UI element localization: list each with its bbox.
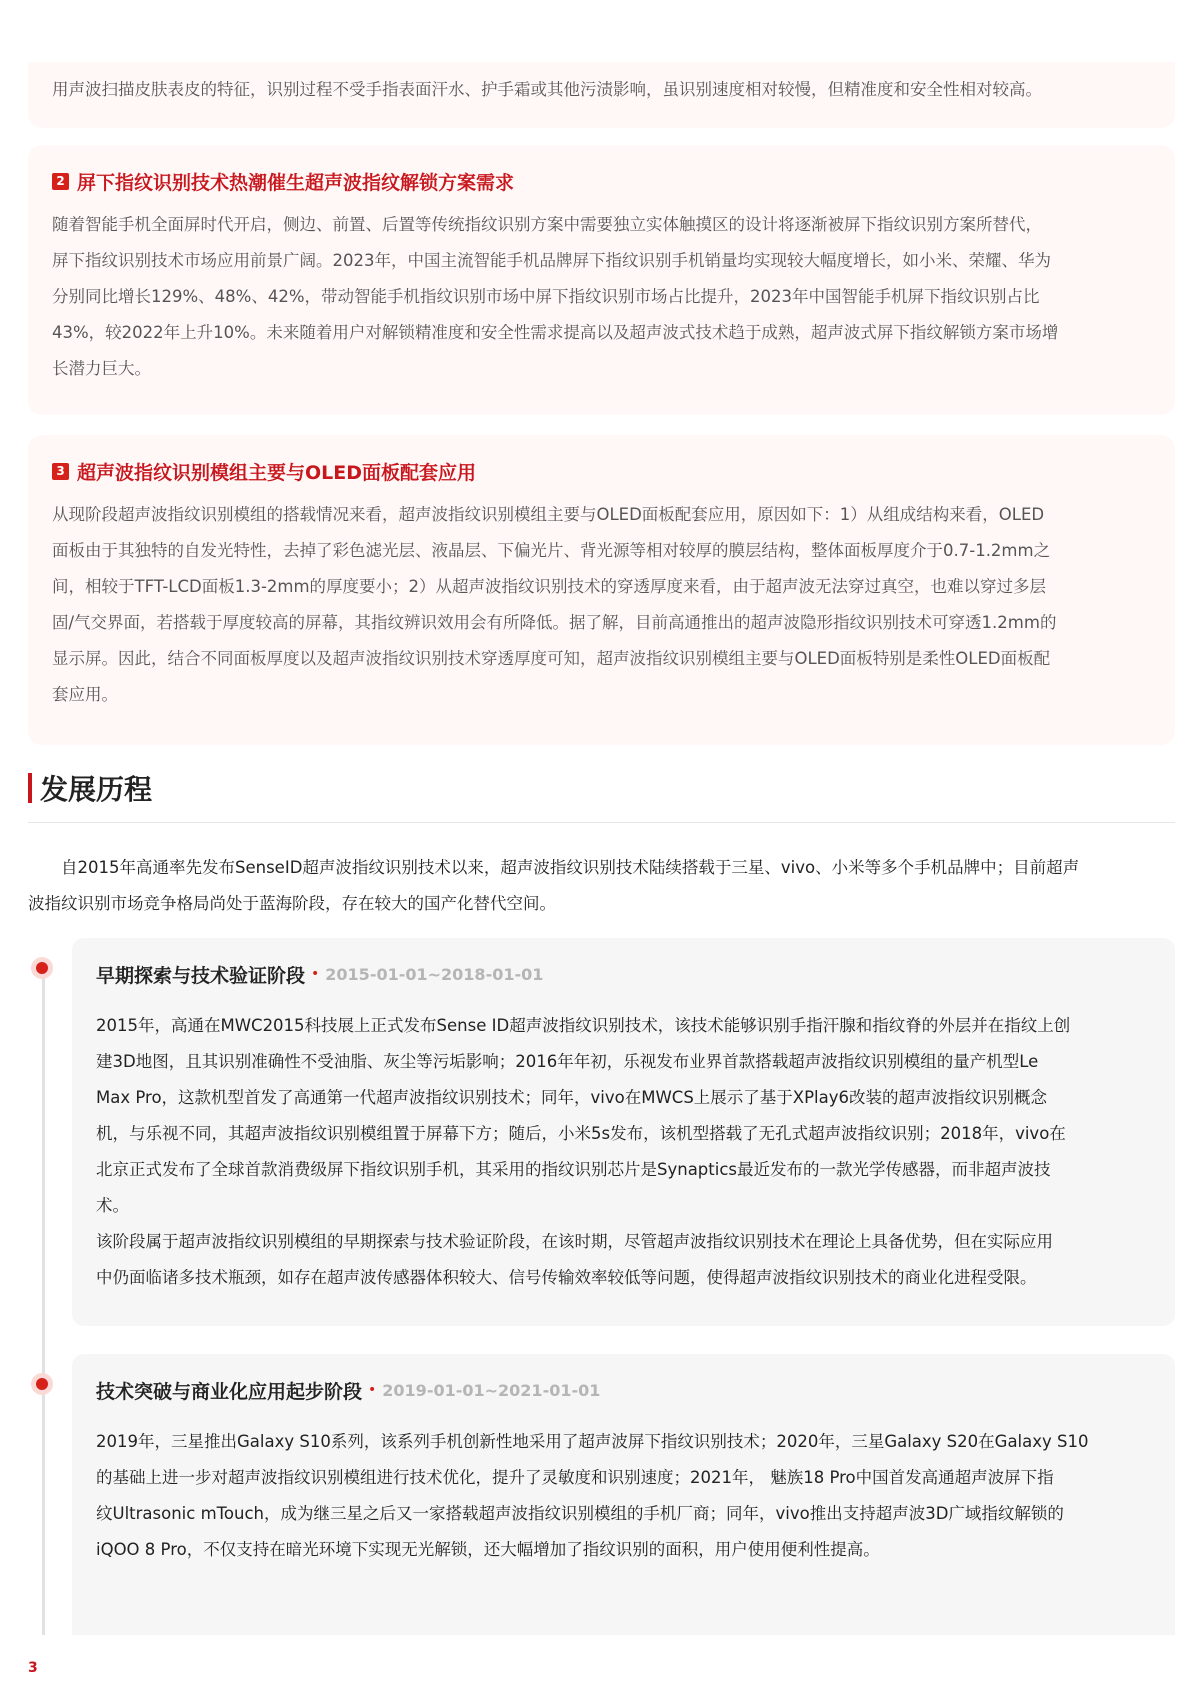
section-divider — [28, 822, 1175, 823]
stage-1-line: 机，与乐视不同，其超声波指纹识别模组置于屏幕下方；随后，小米5s发布，该机型搭载了无孔式超声波指纹识别；2018年，vivo在 — [96, 1124, 1066, 1143]
card-2-title: 屏下指纹识别技术热潮催生超声波指纹解锁方案需求 — [77, 171, 515, 194]
card-2-heading — [28, 163, 1175, 199]
stage-1-header — [72, 954, 1175, 994]
intro-line: 自2015年高通率先发布SenseID超声波指纹识别技术以来，超声波指纹识别技术陆续搭载于三星、vivo、小米等多个手机品牌中；目前超声 — [61, 858, 1080, 877]
stage-1-line: 中仍面临诸多技术瓶颈，如存在超声波传感器体积较大、信号传输效率较低等问题，使得超声波指纹识别技术的商业化进程受限。 — [96, 1268, 1037, 1287]
card-2-line: 分别同比增长129%、48%、42%，带动智能手机指纹识别市场中屏下指纹识别市场占比提升，2023年中国智能手机屏下指纹识别占比 — [52, 287, 1040, 306]
section-accent-bar — [28, 773, 32, 803]
card-top-text: 用声波扫描皮肤表皮的特征，识别过程不受手指表面汗水、护手霜或其他污渍影响，虽识别速度相对较慢，但精准度和安全性相对较高。 — [52, 80, 1042, 99]
stage-2-date: 2019-01-01~2021-01-01 — [382, 1380, 601, 1400]
card-2-line: 屏下指纹识别技术市场应用前景广阔。2023年，中国主流智能手机品牌屏下指纹识别手机销量均实现较大幅度增长，如小米、荣耀、华为 — [52, 251, 1051, 270]
timeline-stage-1 — [72, 938, 1175, 1326]
card-3-line: 固/气交界面，若搭载于厚度较高的屏幕，其指纹辨识效用会有所降低。据了解，目前高通推出的超声波隐形指纹识别技术可穿透1.2mm的 — [52, 613, 1057, 632]
section-intro — [28, 850, 1175, 922]
card-3-line: 显示屏。因此，结合不同面板厚度以及超声波指纹识别技术穿透厚度可知，超声波指纹识别模组主要与OLED面板特别是柔性OLED面板配 — [52, 649, 1051, 668]
stage-1-separator: • — [311, 966, 320, 982]
stage-2-line: iQOO 8 Pro，不仅支持在暗光环境下实现无光解锁，还大幅增加了指纹识别的面积，用户使用便利性提高。 — [96, 1540, 880, 1559]
card-3-title: 超声波指纹识别模组主要与OLED面板配套应用 — [77, 461, 477, 484]
intro-line: 波指纹识别市场竞争格局尚处于蓝海阶段，存在较大的国产化替代空间。 — [28, 894, 556, 913]
stage-1-line: 北京正式发布了全球首款消费级屏下指纹识别手机，其采用的指纹识别芯片是Synaptics最近发布的一款光学传感器，而非超声波技 — [96, 1160, 1051, 1179]
card-3-line: 套应用。 — [52, 685, 118, 704]
stage-1-line: 2015年，高通在MWC2015科技展上正式发布Sense ID超声波指纹识别技术，该技术能够识别手指汗腺和指纹脊的外层并在指纹上创 — [96, 1016, 1071, 1035]
card-2-line: 43%，较2022年上升10%。未来随着用户对解锁精准度和安全性需求提高以及超声波式技术趋于成熟，超声波式屏下指纹解锁方案市场增 — [52, 323, 1059, 342]
card-2-line: 长潜力巨大。 — [52, 359, 151, 378]
stage-1-line: 该阶段属于超声波指纹识别模组的早期探索与技术验证阶段，在该时期，尽管超声波指纹识别技术在理论上具备优势，但在实际应用 — [96, 1232, 1053, 1251]
number-badge-3: 3 — [52, 463, 69, 480]
stage-1-line: 术。 — [96, 1196, 129, 1215]
timeline-stage-2 — [72, 1354, 1175, 1635]
timeline-dot — [36, 1378, 48, 1390]
card-3-heading — [28, 453, 1175, 489]
stage-2-separator: • — [368, 1382, 377, 1398]
stage-1-line: Max Pro，这款机型首发了高通第一代超声波指纹识别技术；同年，vivo在MWCS上展示了基于XPlay6改装的超声波指纹识别概念 — [96, 1088, 1047, 1107]
timeline-line — [42, 965, 45, 1635]
stage-1-line: 建3D地图，且其识别准确性不受油脂、灰尘等污垢影响；2016年年初，乐视发布业界首款搭载超声波指纹识别模组的量产机型Le — [96, 1052, 1039, 1071]
section-heading — [28, 770, 152, 806]
stage-2-line: 2019年，三星推出Galaxy S10系列，该系列手机创新性地采用了超声波屏下指纹识别技术；2020年，三星Galaxy S20在Galaxy S10 — [96, 1432, 1089, 1451]
stage-2-line: 的基础上进一步对超声波指纹识别模组进行技术优化，提升了灵敏度和识别速度；2021年， 魅族18 Pro中国首发高通超声波屏下指 — [96, 1468, 1054, 1487]
card-3 — [28, 435, 1175, 745]
stage-1-date: 2015-01-01~2018-01-01 — [325, 964, 544, 984]
section-title: 发展历程 — [40, 773, 153, 806]
card-2 — [28, 145, 1175, 415]
stage-2-line: 纹Ultrasonic mTouch，成为继三星之后又一家搭载超声波指纹识别模组的手机厂商；同年，vivo推出支持超声波3D广域指纹解锁的 — [96, 1504, 1064, 1523]
number-badge-2: 2 — [52, 173, 69, 190]
timeline-dot — [36, 962, 48, 974]
stage-1-name: 早期探索与技术验证阶段 — [96, 964, 306, 987]
card-3-line: 间，相较于TFT-LCD面板1.3-2mm的厚度要小；2）从超声波指纹识别技术的穿透厚度来看，由于超声波无法穿过真空，也难以穿过多层 — [52, 577, 1047, 596]
page-number: 3 — [28, 1660, 38, 1676]
card-3-line: 面板由于其独特的自发光特性，去掉了彩色滤光层、液晶层、下偏光片、背光源等相对较厚的膜层结构，整体面板厚度介于0.7-1.2mm之 — [52, 541, 1051, 560]
card-3-line: 从现阶段超声波指纹识别模组的搭载情况来看，超声波指纹识别模组主要与OLED面板配套应用，原因如下：1）从组成结构来看，OLED — [52, 505, 1045, 524]
card-2-line: 随着智能手机全面屏时代开启，侧边、前置、后置等传统指纹识别方案中需要独立实体触摸区的设计将逐渐被屏下指纹识别方案所替代， — [52, 215, 1042, 234]
stage-2-name: 技术突破与商业化应用起步阶段 — [96, 1380, 363, 1403]
card-top — [28, 62, 1175, 128]
stage-2-header — [72, 1370, 1175, 1410]
